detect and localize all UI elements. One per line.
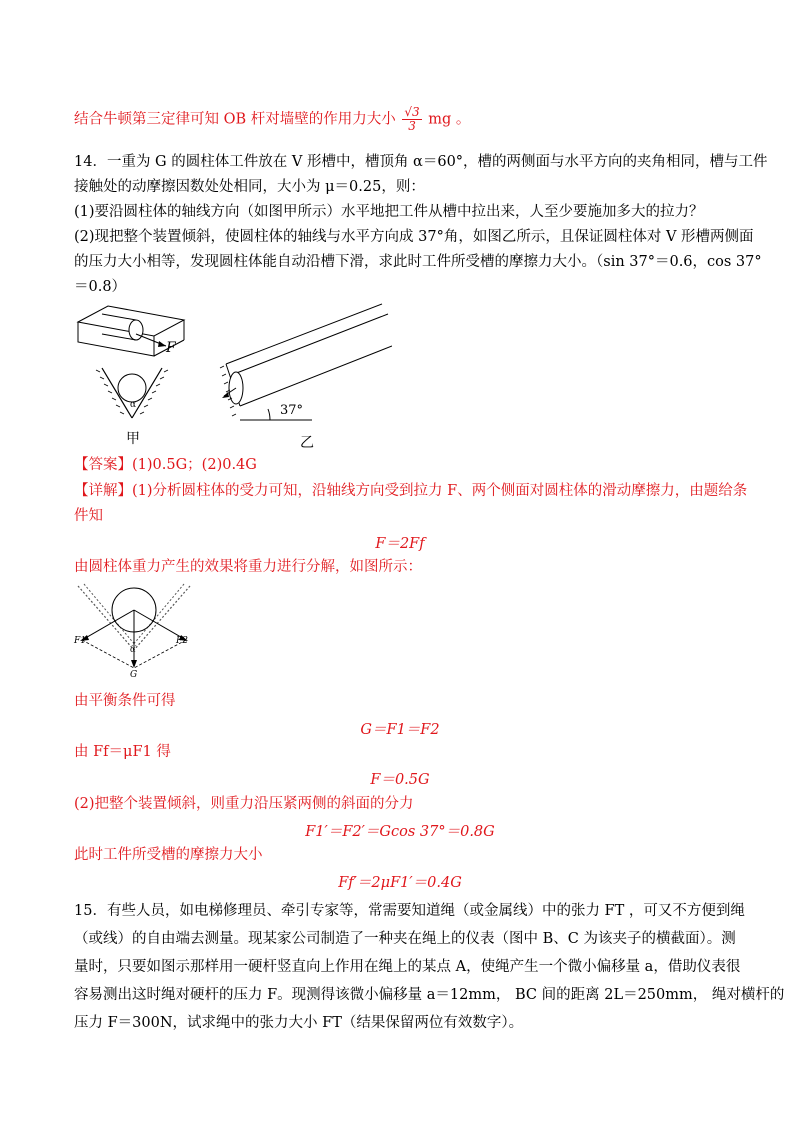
q14-line-1: 14．一重为 G 的圆柱体工件放在 V 形槽中，槽顶角 α＝60°，槽的两侧面与水平方向的夹角相同，槽与工件: [74, 154, 768, 170]
fraction-denominator: 3: [408, 119, 416, 133]
detail-line-3: 由圆柱体重力产生的效果将重力进行分解，如图所示：: [74, 559, 422, 575]
fraction-numerator: √3: [404, 105, 420, 119]
detail-line-7: 此时工件所受槽的摩擦力大小: [74, 847, 263, 863]
figure-alpha-label: α: [130, 645, 136, 654]
q14-line-5: 的压力大小相等，发现圆柱体能自动沿槽下滑，求此时工件所受槽的摩擦力大小。（sin 37°＝0.6，cos 37°: [74, 254, 762, 270]
equation-3: F＝0.5G: [370, 772, 430, 788]
equation-1: F＝2Ff: [375, 536, 425, 552]
sqrt3-over-3-fraction: [402, 106, 421, 133]
figure-jia-force-label: F: [166, 340, 176, 356]
figure-jia-alpha-label: α: [130, 400, 137, 410]
figure-yi-angle-label: 37°: [280, 403, 304, 418]
q15-line-1: 15．有些人员，如电梯修理员、牵引专家等，常需要知道绳（或金属线）中的张力 FT ，可又不方便到绳: [74, 903, 745, 919]
carryover-suffix: mg 。: [428, 111, 471, 128]
answer-line: 【答案】(1)0.5G；(2)0.4G: [74, 457, 257, 473]
q14-line-4: (2)现把整个装置倾斜，使圆柱体的轴线与水平方向成 37°角，如图乙所示，且保证圆柱体对 V 形槽两侧面: [74, 229, 754, 245]
figure-F1-label: F1: [74, 636, 86, 646]
equation-2: G＝F1＝F2: [360, 722, 440, 738]
figure-jia-caption: 甲: [126, 431, 140, 447]
detail-line-4: 由平衡条件可得: [74, 693, 176, 709]
detail-line-6: (2)把整个装置倾斜，则重力沿压紧两侧的斜面的分力: [74, 796, 414, 812]
figure-force-decomposition: [74, 580, 204, 690]
q15-line-4: 容易测出这时绳对硬杆的压力 F。现测得该微小偏移量 a＝12mm， BC 间的距离 2L＝250mm， 绳对横杆的: [74, 987, 785, 1003]
figure-G-label: G: [130, 670, 138, 680]
figure-yi-caption: 乙: [300, 435, 314, 451]
figure-F2-label: F2: [176, 636, 188, 646]
carryover-prefix: 结合牛顿第三定律可知 OB 杆对墙壁的作用力大小: [74, 111, 396, 128]
q15-line-2: （或线）的自由端去测量。现某家公司制造了一种夹在绳上的仪表（图中 B、C 为该夹子的横截面）。测: [74, 931, 736, 947]
q14-line-2: 接触处的动摩擦因数处处相同，大小为 μ＝0.25，则：: [74, 179, 425, 195]
equation-5: Ff′＝2μF1′＝0.4G: [338, 875, 462, 891]
equation-4: F1′＝F2′＝Gcos 37°＝0.8G: [305, 824, 495, 840]
carryover-line: [74, 106, 470, 133]
detail-line-2: 件知: [74, 508, 103, 524]
detail-line-1: 【详解】(1)分析圆柱体的受力可知，沿轴线方向受到拉力 F、两个侧面对圆柱体的滑动摩擦力，由题给条: [74, 483, 748, 499]
detail-line-5: 由 Ff＝μF1 得: [74, 744, 171, 760]
q15-line-5: 压力 F＝300N，试求绳中的张力大小 FT（结果保留两位有效数字）。: [74, 1015, 524, 1031]
q14-line-6: ＝0.8）: [74, 279, 127, 295]
q15-line-3: 量时，只要如图示那样用一硬杆竖直向上作用在绳上的某点 A，使绳产生一个微小偏移量 a，借助仪表很: [74, 959, 741, 975]
q14-line-3: (1)要沿圆柱体的轴线方向（如图甲所示）水平地把工件从槽中拉出来，人至少要施加多大的拉力？: [74, 204, 704, 220]
